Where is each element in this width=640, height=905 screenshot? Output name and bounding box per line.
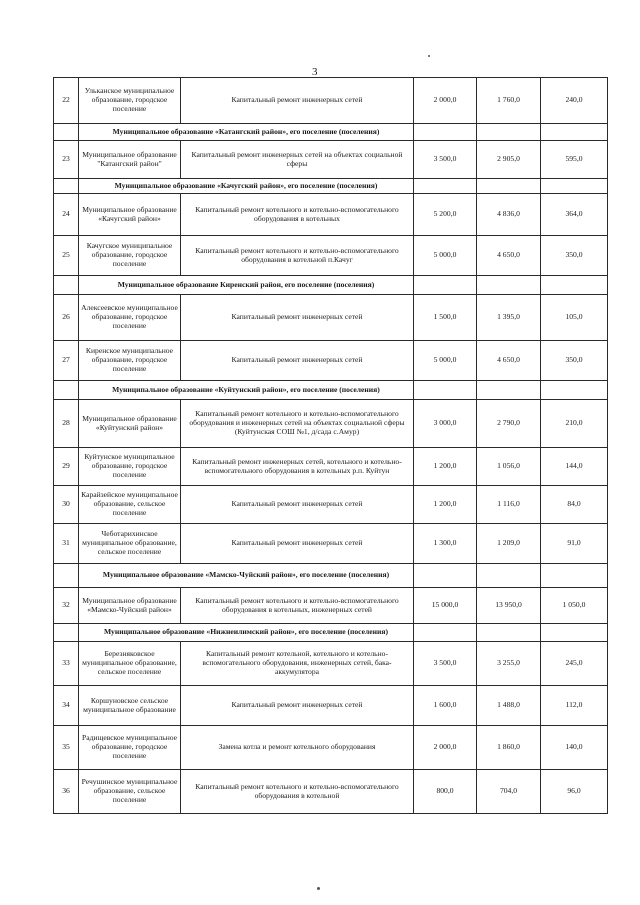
table-row — [54, 726, 608, 770]
section-row — [54, 124, 608, 141]
row-number: 27 — [54, 341, 79, 381]
regional-amount: 1 209,0 — [477, 524, 541, 564]
table-row — [54, 770, 608, 814]
table-row — [54, 194, 608, 236]
entity-name: Речушинское муниципальное образование, сельское поселение — [79, 770, 181, 814]
total-amount: 1 200,0 — [414, 486, 477, 524]
total-amount: 2 000,0 — [414, 78, 477, 124]
blank-cell — [414, 276, 477, 295]
section-title: Муниципальное образование Киренский район, его поселение (поселения) — [79, 276, 414, 295]
local-amount: 350,0 — [541, 236, 608, 276]
total-amount: 800,0 — [414, 770, 477, 814]
local-amount: 245,0 — [541, 642, 608, 686]
table-row — [54, 400, 608, 448]
row-number: 32 — [54, 588, 79, 624]
scan-speck — [428, 55, 430, 57]
regional-amount: 1 116,0 — [477, 486, 541, 524]
section-title: Муниципальное образование «Нижнеилимский район», его поселение (поселения) — [79, 624, 414, 642]
blank-cell — [54, 276, 79, 295]
row-number: 30 — [54, 486, 79, 524]
row-number: 28 — [54, 400, 79, 448]
section-row — [54, 381, 608, 400]
row-number: 33 — [54, 642, 79, 686]
regional-amount: 1 395,0 — [477, 295, 541, 341]
section-title: Муниципальное образование «Куйтунский район», его поселение (поселения) — [79, 381, 414, 400]
blank-cell — [477, 624, 541, 642]
work-description: Капитальный ремонт котельного и котельно-вспомогательного оборудования и инженерных сетей на объектах социальной сферы (Куйтунская СОШ №1, д/сада с.Амур) — [181, 400, 414, 448]
total-amount: 1 600,0 — [414, 686, 477, 726]
total-amount: 3 000,0 — [414, 400, 477, 448]
regional-amount: 3 255,0 — [477, 642, 541, 686]
section-title: Муниципальное образование «Катангский район», его поселение (поселения) — [79, 124, 414, 141]
blank-cell — [54, 381, 79, 400]
entity-name: Ульканское муниципальное образование, городское поселение — [79, 78, 181, 124]
work-description: Капитальный ремонт инженерных сетей — [181, 686, 414, 726]
work-description: Капитальный ремонт инженерных сетей, котельного и котельно-вспомогательного оборудования в котельных р.п. Куйтун — [181, 448, 414, 486]
blank-cell — [541, 381, 608, 400]
work-description: Капитальный ремонт котельного и котельно-вспомогательного оборудования в котельных — [181, 194, 414, 236]
blank-cell — [54, 624, 79, 642]
blank-cell — [414, 124, 477, 141]
total-amount: 5 000,0 — [414, 236, 477, 276]
blank-cell — [54, 124, 79, 141]
blank-cell — [54, 564, 79, 588]
blank-cell — [541, 276, 608, 295]
row-number: 24 — [54, 194, 79, 236]
local-amount: 140,0 — [541, 726, 608, 770]
blank-cell — [541, 564, 608, 588]
table-row — [54, 295, 608, 341]
entity-name: Качугское муниципальное образование, городское поселение — [79, 236, 181, 276]
page-number: 3 — [312, 66, 318, 78]
table-row — [54, 141, 608, 179]
work-description: Капитальный ремонт инженерных сетей — [181, 486, 414, 524]
table-row — [54, 642, 608, 686]
entity-name: Чеботарихинское муниципальное образование, сельское поселение — [79, 524, 181, 564]
table-row — [54, 448, 608, 486]
local-amount: 364,0 — [541, 194, 608, 236]
work-description: Капитальный ремонт инженерных сетей — [181, 78, 414, 124]
total-amount: 5 000,0 — [414, 341, 477, 381]
blank-cell — [477, 276, 541, 295]
blank-cell — [477, 381, 541, 400]
local-amount: 96,0 — [541, 770, 608, 814]
work-description: Капитальный ремонт инженерных сетей — [181, 524, 414, 564]
local-amount: 1 050,0 — [541, 588, 608, 624]
total-amount: 1 300,0 — [414, 524, 477, 564]
work-description: Капитальный ремонт инженерных сетей на объектах социальной сферы — [181, 141, 414, 179]
entity-name: Карайзейское муниципальное образование, сельское поселение — [79, 486, 181, 524]
blank-cell — [541, 624, 608, 642]
blank-cell — [414, 381, 477, 400]
local-amount: 240,0 — [541, 78, 608, 124]
entity-name: Киренское муниципальное образование, городское поселение — [79, 341, 181, 381]
table-row — [54, 341, 608, 381]
total-amount: 2 000,0 — [414, 726, 477, 770]
table-row — [54, 486, 608, 524]
total-amount: 3 500,0 — [414, 141, 477, 179]
blank-cell — [477, 124, 541, 141]
local-amount: 210,0 — [541, 400, 608, 448]
total-amount: 3 500,0 — [414, 642, 477, 686]
blank-cell — [541, 179, 608, 194]
row-number: 29 — [54, 448, 79, 486]
entity-name: Радищевское муниципальное образование, городское поселение — [79, 726, 181, 770]
entity-name: Муниципальное образование "Катангский район" — [79, 141, 181, 179]
blank-cell — [477, 564, 541, 588]
blank-cell — [54, 179, 79, 194]
blank-cell — [414, 564, 477, 588]
table-row — [54, 588, 608, 624]
regional-amount: 2 905,0 — [477, 141, 541, 179]
regional-amount: 4 650,0 — [477, 341, 541, 381]
section-title: Муниципальное образование «Качугский район», его поселение (поселения) — [79, 179, 414, 194]
work-description: Капитальный ремонт котельного и котельно-вспомогательного оборудования в котельных, инженерных сетей — [181, 588, 414, 624]
blank-cell — [477, 179, 541, 194]
table-row — [54, 236, 608, 276]
entity-name: Коршуновское сельское муниципальное образование — [79, 686, 181, 726]
scan-speck — [317, 887, 320, 890]
row-number: 22 — [54, 78, 79, 124]
regional-amount: 13 950,0 — [477, 588, 541, 624]
row-number: 35 — [54, 726, 79, 770]
section-row — [54, 276, 608, 295]
regional-amount: 4 650,0 — [477, 236, 541, 276]
work-description: Замена котла и ремонт котельного оборудования — [181, 726, 414, 770]
row-number: 34 — [54, 686, 79, 726]
work-description: Капитальный ремонт инженерных сетей — [181, 341, 414, 381]
regional-amount: 704,0 — [477, 770, 541, 814]
entity-name: Муниципальное образование «Мамско-Чуйский район» — [79, 588, 181, 624]
local-amount: 595,0 — [541, 141, 608, 179]
work-description: Капитальный ремонт инженерных сетей — [181, 295, 414, 341]
local-amount: 112,0 — [541, 686, 608, 726]
local-amount: 144,0 — [541, 448, 608, 486]
section-row — [54, 179, 608, 194]
local-amount: 350,0 — [541, 341, 608, 381]
work-description: Капитальный ремонт котельного и котельно-вспомогательного оборудования в котельной — [181, 770, 414, 814]
regional-amount: 1 056,0 — [477, 448, 541, 486]
section-row — [54, 624, 608, 642]
row-number: 31 — [54, 524, 79, 564]
blank-cell — [541, 124, 608, 141]
entity-name: Алексеевское муниципальное образование, городское поселение — [79, 295, 181, 341]
blank-cell — [414, 624, 477, 642]
total-amount: 15 000,0 — [414, 588, 477, 624]
work-description: Капитальный ремонт котельного и котельно-вспомогательного оборудования в котельной п.Качуг — [181, 236, 414, 276]
regional-amount: 1 488,0 — [477, 686, 541, 726]
regional-amount: 1 860,0 — [477, 726, 541, 770]
total-amount: 5 200,0 — [414, 194, 477, 236]
blank-cell — [414, 179, 477, 194]
entity-name: Муниципальное образование «Куйтунский район» — [79, 400, 181, 448]
regional-amount: 2 790,0 — [477, 400, 541, 448]
table-row — [54, 524, 608, 564]
table-row — [54, 78, 608, 124]
row-number: 23 — [54, 141, 79, 179]
section-title: Муниципальное образование «Мамско-Чуйский район», его поселение (поселения) — [79, 564, 414, 588]
row-number: 36 — [54, 770, 79, 814]
entity-name: Муниципальное образование «Качугский район» — [79, 194, 181, 236]
entity-name: Березняковское муниципальное образование, сельское поселение — [79, 642, 181, 686]
local-amount: 105,0 — [541, 295, 608, 341]
funding-table — [53, 77, 608, 814]
work-description: Капитальный ремонт котельной, котельного и котельно-вспомогательного оборудования, инженерных сетей, бака-аккумулятора — [181, 642, 414, 686]
total-amount: 1 500,0 — [414, 295, 477, 341]
regional-amount: 4 836,0 — [477, 194, 541, 236]
table-row — [54, 686, 608, 726]
regional-amount: 1 760,0 — [477, 78, 541, 124]
row-number: 25 — [54, 236, 79, 276]
entity-name: Куйтунское муниципальное образование, городское поселение — [79, 448, 181, 486]
local-amount: 84,0 — [541, 486, 608, 524]
section-row — [54, 564, 608, 588]
local-amount: 91,0 — [541, 524, 608, 564]
row-number: 26 — [54, 295, 79, 341]
total-amount: 1 200,0 — [414, 448, 477, 486]
